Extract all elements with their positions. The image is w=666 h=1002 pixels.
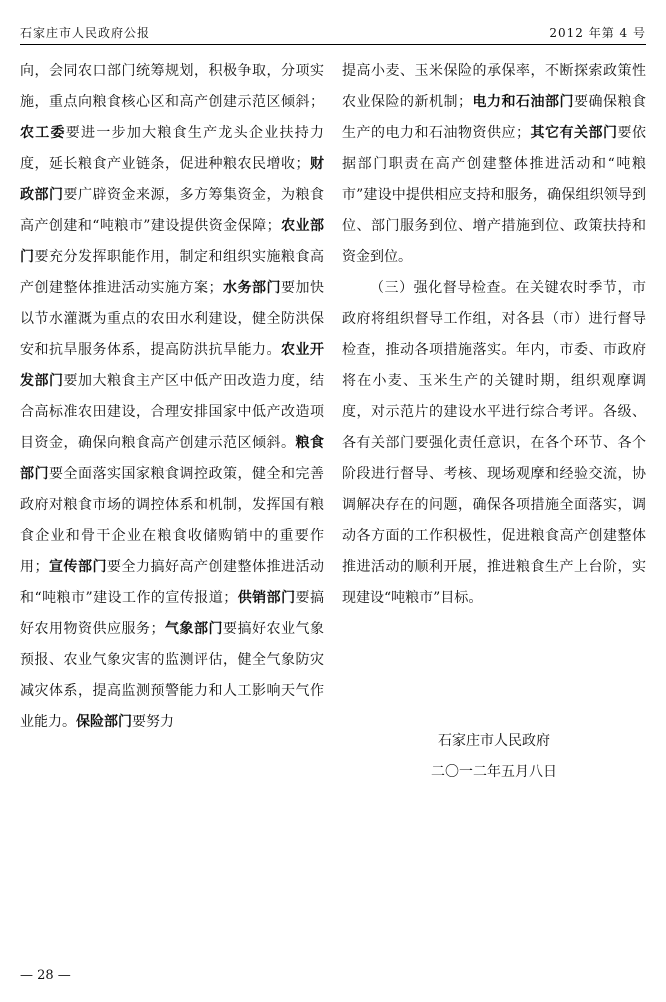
body-text-run: 要进一步加大粮食生产龙头企业扶持力度，延长粮食产业链条，促进种粮农民增收； (20, 125, 325, 172)
journal-title: 石家庄市人民政府公报 (20, 26, 151, 40)
body-text-run: 要搞好农用物资供应服务； (20, 590, 325, 637)
body-text-run: 要广辟资金来源，多方筹集资金，为粮食高产创建和“吨粮市”建设提供资金保障； (20, 187, 324, 234)
department-name: 电力和石油部门 (472, 94, 574, 110)
left-column (20, 56, 324, 738)
department-name: 农业开发部门 (20, 342, 324, 389)
department-name: 保险部门 (76, 714, 132, 730)
department-name: 其它有关部门 (530, 125, 618, 141)
body-text-run: 要努力 (132, 714, 174, 730)
right-paragraph-1 (342, 56, 646, 273)
signature-date: 二〇一二年五月八日 (431, 764, 557, 780)
body-text-run: 要充分发挥职能作用，制定和组织实施粮食高产创建整体推进活动实施方案； (20, 249, 324, 296)
page-number: — 28 — (20, 968, 71, 983)
signature-org: 石家庄市人民政府 (438, 733, 550, 749)
body-text-run: 向，会同农口部门统筹规划，积极争取，分项实施，重点向粮食核心区和高产创建示范区倾斜； (20, 63, 324, 110)
header-divider (20, 44, 646, 45)
right-paragraph-2: （三）强化督导检查。在关键农时季节，市政府将组织督导工作组，对各县（市）进行督导检查，推动各项措施落实。年内，市委、市政府将在小麦、玉米生产的关键时期，组织观摩调度，对示范片的建设水平进行综合考评。各级、各有关部门要强化责任意识，在各个环节、各个阶段进行督导、考核、现场观摩和经验交流，协调解决存在的问题，确保各项措施全面落实，调动各方面的工作积极性，促进粮食高产创建整体推进活动的顺利开展，推进粮食生产上台阶，实现建设“吨粮市”目标。 (342, 280, 646, 606)
body-text-run: 要加快以节水灌溉为重点的农田水利建设，健全防洪保安和抗旱服务体系，提高防洪抗旱能力。 (20, 280, 324, 358)
department-name: 宣传部门 (48, 559, 107, 575)
body-text-run: 要加大粮食主产区中低产田改造力度，结合高标准农田建设，合理安排国家中低产改造项目资金，确保向粮食高产创建示范区倾斜。 (20, 373, 324, 451)
department-name: 供销部门 (237, 590, 296, 606)
department-name: 财政部门 (20, 156, 324, 203)
body-text-run: 要确保粮食生产的电力和石油物资供应； (342, 94, 646, 141)
department-name: 粮食部门 (20, 435, 324, 482)
left-paragraph (20, 56, 324, 738)
department-name: 气象部门 (164, 621, 223, 637)
body-text-run: 要搞好农业气象预报、农业气象灾害的监测评估，健全气象防灾减灾体系，提高监测预警能力和人工影响天气作业能力。 (20, 621, 324, 730)
department-name: 农业部门 (20, 218, 324, 265)
department-name: 农工委 (20, 125, 66, 141)
body-text-run: 要全力搞好高产创建整体推进活动和“吨粮市”建设工作的宣传报道； (20, 559, 324, 606)
issue-number: 2012 年第 4 号 (549, 26, 646, 40)
body-text-run: 要依据部门职责在高产创建整体推进活动和“吨粮市”建设中提供相应支持和服务，确保组织领导到位、部门服务到位、增产措施到位、政策扶持和资金到位。 (342, 125, 646, 265)
body-text-run: 提高小麦、玉米保险的承保率，不断探索政策性农业保险的新机制； (342, 63, 646, 110)
body-text-run: 要全面落实国家粮食调控政策，健全和完善政府对粮食市场的调控体系和机制，发挥国有粮食企业和骨干企业在粮食收储购销中的重要作用； (20, 466, 324, 575)
page-header (20, 24, 646, 44)
department-name: 水务部门 (222, 280, 281, 296)
right-column (342, 56, 646, 614)
